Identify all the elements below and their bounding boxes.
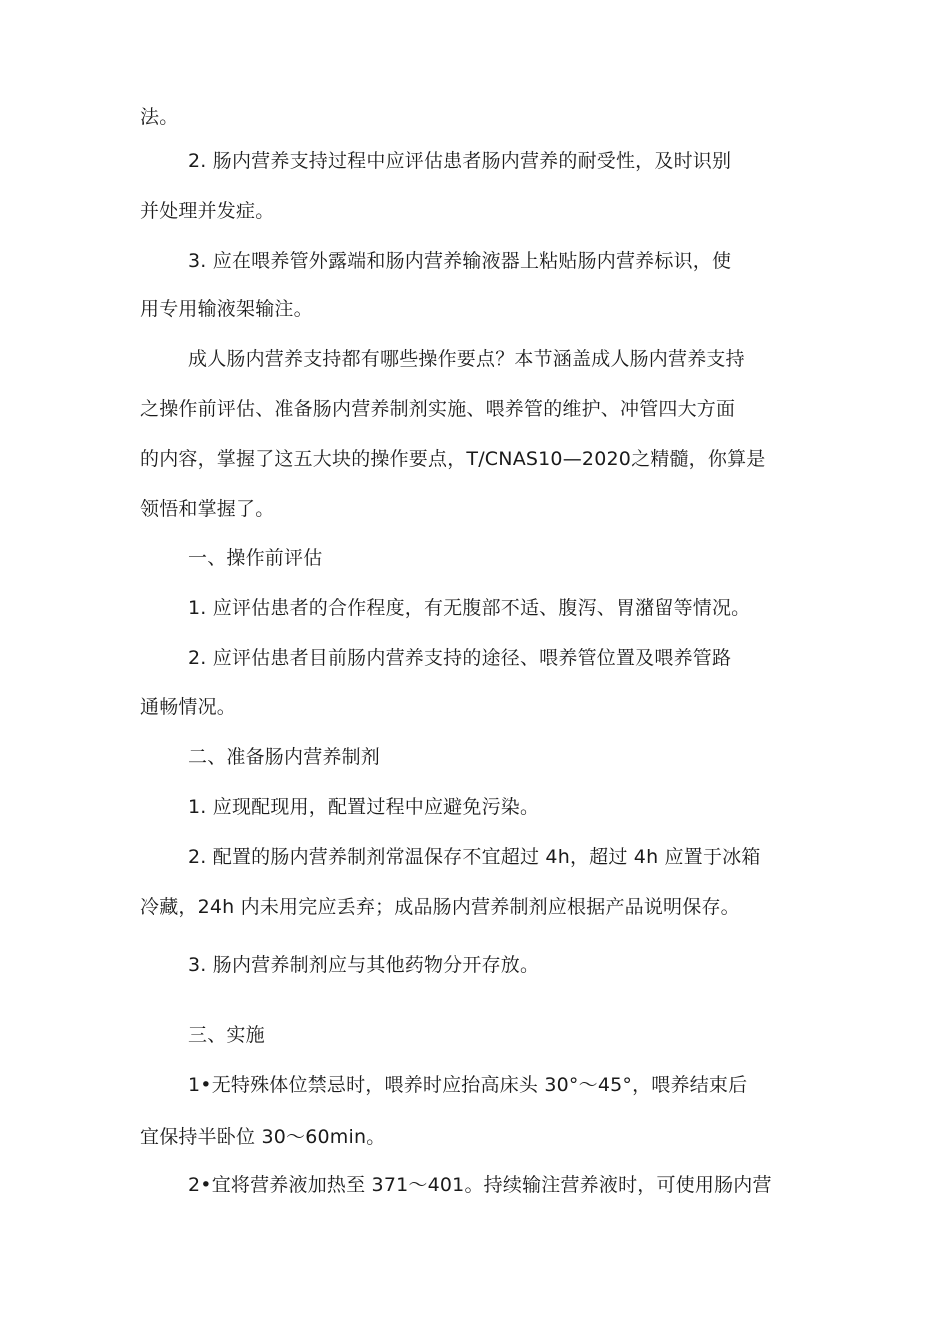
text-line: 1. 应评估患者的合作程度，有无腹部不适、腹泻、胃潴留等情况。 [188,597,751,619]
text-line: 成人肠内营养支持都有哪些操作要点？本节涵盖成人肠内营养支持 [188,348,745,370]
text-line: 2. 配置的肠内营养制剂常温保存不宜超过 4h，超过 4h 应置于冰箱 [188,846,761,868]
text-line: 冷藏，24h 内未用完应丢弃；成品肠内营养制剂应根据产品说明保存。 [140,896,740,918]
text-line: 领悟和掌握了。 [140,498,275,520]
text-line: 2•宜将营养液加热至 371～401。持续输注营养液时，可使用肠内营 [188,1174,772,1196]
text-line: 宜保持半卧位 30～60min。 [140,1126,386,1148]
text-line: 1•无特殊体位禁忌时，喂养时应抬高床头 30°～45°，喂养结束后 [188,1074,748,1096]
text-line: 3. 肠内营养制剂应与其他药物分开存放。 [188,954,540,976]
text-line: 3. 应在喂养管外露端和肠内营养输液器上粘贴肠内营养标识，使 [188,250,732,272]
section-heading: 二、准备肠内营养制剂 [188,746,381,768]
text-line: 1. 应现配现用，配置过程中应避免污染。 [188,796,540,818]
text-line: 之操作前评估、准备肠内营养制剂实施、喂养管的维护、冲管四大方面 [140,398,736,420]
text-line: 通畅情况。 [140,696,237,718]
text-line: 2. 肠内营养支持过程中应评估患者肠内营养的耐受性，及时识别 [188,150,732,172]
text-line: 的内容，掌握了这五大块的操作要点，T/CNAS10—2020之精髓，你算是 [140,448,766,470]
text-line: 2. 应评估患者目前肠内营养支持的途径、喂养管位置及喂养管路 [188,647,732,669]
text-line: 并处理并发症。 [140,200,275,222]
text-line: 法。 [140,106,179,128]
section-heading: 一、操作前评估 [188,547,323,569]
text-line: 用专用输液架输注。 [140,298,313,320]
section-heading: 三、实施 [188,1024,265,1046]
